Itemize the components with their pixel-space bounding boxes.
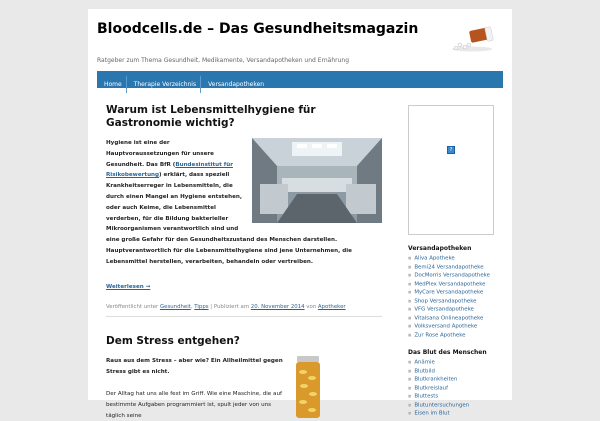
site-title[interactable]: Bloodcells.de – Das Gesundheitsmagazin: [97, 21, 419, 37]
list-item[interactable]: ■ Aliva Apotheke: [408, 254, 494, 263]
nav-versandapotheken[interactable]: Versandapotheken: [208, 81, 265, 88]
list-item[interactable]: ■ Blutbild: [408, 367, 494, 376]
post-date[interactable]: 20. November 2014: [250, 304, 305, 311]
nav-therapie-verzeichnis[interactable]: Therapie Verzeichnis: [130, 76, 201, 93]
list-item[interactable]: ■ MedPlex Versandapotheke: [408, 280, 494, 289]
post-text: Hygiene ist eine der Hauptvoraussetzungen für unsere Gesundheit. Das BfR (: [106, 140, 214, 168]
category-gesundheit[interactable]: Gesundheit: [159, 304, 191, 311]
main-content: [106, 104, 382, 421]
widget-title: Versandapotheken: [408, 245, 472, 252]
widget-blut-des-menschen: [408, 349, 494, 418]
widget-title: Das Blut des Menschen: [408, 349, 487, 356]
read-more-link[interactable]: Weiterlesen →: [106, 283, 151, 290]
post-text: ) erklärt, dass speziell Krankheitserreger in Lebensmitteln, die durch einen Mangel an Hygiene entstehen, oder auch Keime, die Lebensmittel verderben, für die Bildung bakterieller Mikroorganismen verantwortlich sind und eine große Gefahr für den Gesundheitszustand des Menschen darstellen. Hauptverantwortlich für die Lebensmittelhygiene sind jene Unternehmen, die Lebensmittel herstellen, verarbeiten, behandeln oder vertreiben.: [106, 172, 352, 265]
bfr-link[interactable]: Bundesinstitut für Risikobewertung: [106, 161, 233, 179]
main-navigation: [97, 71, 503, 88]
list-item[interactable]: ■ Anämie: [408, 358, 494, 367]
list-item[interactable]: ■ Blutkrankheiten: [408, 375, 494, 384]
list-item[interactable]: ■ Bemi24 Versandapotheke: [408, 263, 494, 272]
pill-bottle-icon: [450, 25, 496, 53]
list-item[interactable]: ■ Vitalsana Onlineapotheke: [408, 314, 494, 323]
post-text: Der Alltag hat uns alle fest im Griff. Wie eine Maschine, die auf bestimmte Aufgaben programmiert ist, spult jeder von uns täglich seine: [106, 390, 282, 419]
post-intro: Raus aus dem Stress – aber wie? Ein Allheilmittel gegen Stress gibt es nicht.: [106, 358, 283, 376]
list-item[interactable]: ■ Zur Rose Apotheke: [408, 331, 494, 340]
list-item[interactable]: ■ Eisen im Blut: [408, 409, 494, 418]
list-item[interactable]: ■ MyCare Versandapotheke: [408, 288, 494, 297]
pill-jar-image[interactable]: [293, 356, 323, 418]
post-entry: [106, 138, 382, 292]
list-item[interactable]: ■ Blutuntersuchungen: [408, 401, 494, 410]
widget-versandapotheken: [408, 245, 494, 339]
list-item[interactable]: ■ Bluttests: [408, 392, 494, 401]
post-title[interactable]: Warum ist Lebensmittelhygiene für Gastronomie wichtig?: [106, 104, 316, 129]
post-author[interactable]: Apotheker: [317, 304, 346, 311]
broken-image-icon: ?: [447, 146, 455, 154]
list-item[interactable]: ■ Volksversand Apotheke: [408, 322, 494, 331]
post-entry: [106, 356, 284, 421]
list-item[interactable]: ■ VFG Versandapotheke: [408, 305, 494, 314]
sidebar: [408, 105, 494, 418]
post-stress: [106, 335, 382, 421]
post-lebensmittelhygiene: [106, 104, 382, 317]
kitchen-image[interactable]: [252, 138, 382, 223]
post-meta: Veröffentlicht unter Gesundheit, Tipps | Publiziert am 20. November 2014 von Apotheker: [106, 304, 382, 317]
page-container: [88, 9, 512, 419]
category-tipps[interactable]: Tipps: [194, 304, 209, 311]
list-item[interactable]: ■ DocMorris Versandapotheke: [408, 271, 494, 280]
ad-box[interactable]: [408, 105, 494, 235]
post-title[interactable]: Dem Stress entgehen?: [106, 335, 240, 348]
nav-home[interactable]: Home: [100, 76, 127, 93]
list-item[interactable]: ■ Blutkreislauf: [408, 384, 494, 393]
site-description: Ratgeber zum Thema Gesundheit, Medikamente, Versandapotheken und Ernährung: [97, 57, 350, 64]
list-item[interactable]: ■ Shop Versandapotheke: [408, 297, 494, 306]
